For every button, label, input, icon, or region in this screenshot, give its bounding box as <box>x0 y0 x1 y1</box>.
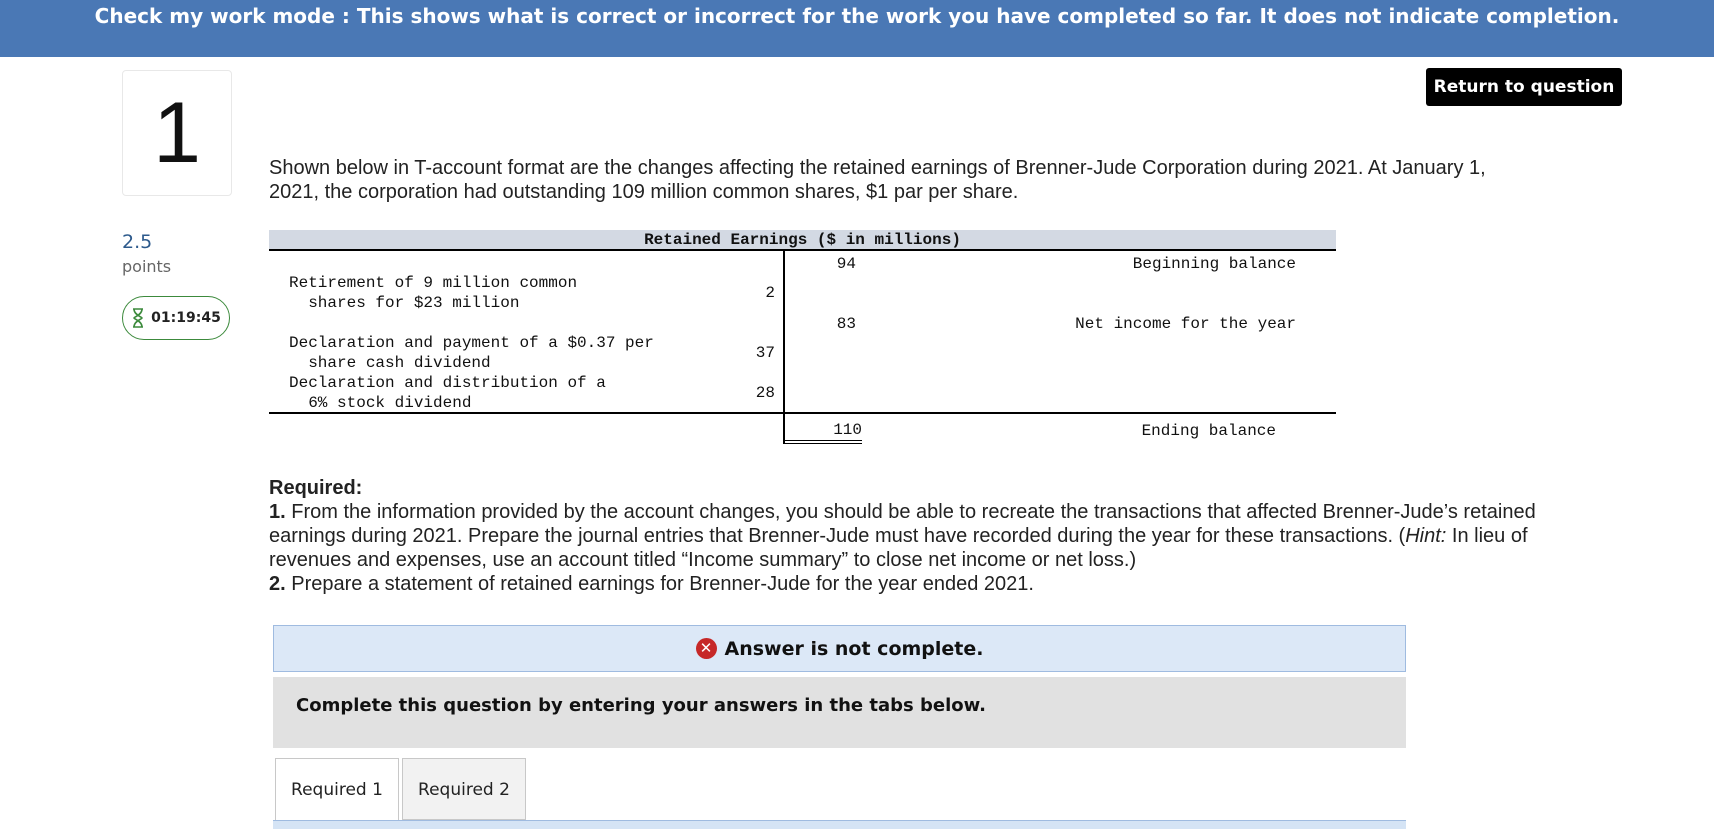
item2-text: Prepare a statement of retained earnings for Brenner-Jude for the year ended 2021. <box>285 573 1034 595</box>
taccount-vertical-line <box>783 251 785 444</box>
credit-label: Beginning balance <box>1132 255 1296 273</box>
debit-amount: 28 <box>755 384 775 402</box>
debit-label: Declaration and distribution of a 6% stock dividend <box>289 374 606 412</box>
item2-number: 2. <box>269 573 286 595</box>
ending-amount: 110 <box>833 421 862 439</box>
taccount-title: Retained Earnings ($ in millions) <box>269 230 1336 251</box>
debit-amount: 37 <box>755 344 775 362</box>
required-item-1 <box>269 500 1539 572</box>
question-intro: Shown below in T-account format are the changes affecting the retained earnings of Brenner-Jude Corporation during 2021. At January 1, 2021, the corporation had outstanding 109 million common shares, $1 par per share. <box>269 157 1486 203</box>
ending-label: Ending balance <box>1141 422 1276 440</box>
credit-amount: 83 <box>836 315 856 333</box>
answer-status-banner <box>273 625 1406 672</box>
item1-number: 1. <box>269 501 286 523</box>
debit-label: Declaration and payment of a $0.37 per share cash dividend <box>289 334 654 372</box>
required-heading: Required: <box>269 477 363 499</box>
item1-text-b: In lieu of revenues and expenses, use an account titled “Income summary” to close net income or net loss.) <box>269 525 1528 571</box>
item1-hint: Hint: <box>1405 525 1447 547</box>
debit-amount: 2 <box>765 284 775 302</box>
debit-label: Retirement of 9 million common shares for $23 million <box>289 274 578 312</box>
x-circle-icon: ✕ <box>696 638 717 659</box>
return-to-question-button[interactable]: Return to question <box>1426 68 1622 106</box>
tab-required-1[interactable]: Required 1 <box>275 758 399 820</box>
question-number: 1 <box>122 70 232 196</box>
answer-status-text: Answer is not complete. <box>724 637 984 660</box>
required-section <box>269 476 1539 596</box>
credit-label: Net income for the year <box>1075 315 1296 333</box>
required-item-2 <box>269 572 1539 596</box>
points-value: 2.5 <box>122 231 153 253</box>
hourglass-icon <box>131 308 145 328</box>
instruction-box: Complete this question by entering your answers in the tabs below. <box>273 677 1406 748</box>
timer-value: 01:19:45 <box>151 310 221 326</box>
tab-required-2[interactable]: Required 2 <box>402 758 526 820</box>
credit-amount: 94 <box>836 255 856 273</box>
timer <box>122 296 230 340</box>
check-mode-banner: Check my work mode : This shows what is correct or incorrect for the work you have completed so far. It does not indicate completion. <box>0 0 1714 57</box>
item1-text-a: From the information provided by the account changes, you should be able to recreate the transactions that affected Brenner-Jude’s retained earnings during 2021. Prepare the journal entries that Brenner-Jude must have recorded during the year for these transactions. ( <box>269 501 1536 547</box>
points-label: points <box>122 257 172 276</box>
taccount-double-underline <box>785 440 862 444</box>
